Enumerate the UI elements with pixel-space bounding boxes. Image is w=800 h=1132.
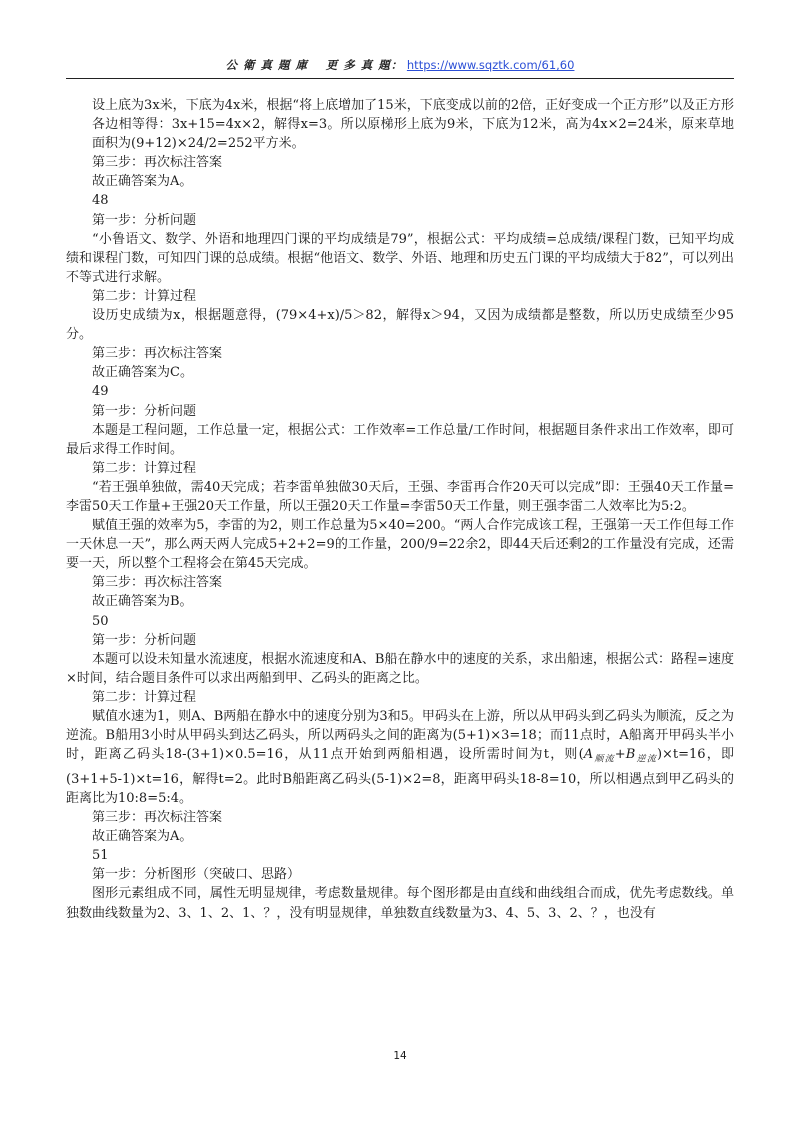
answer-line: 故正确答案为A。 <box>92 829 193 845</box>
step-heading: 第一步：分析问题 <box>92 632 197 648</box>
step-heading: 第三步：再次标注答案 <box>92 575 223 591</box>
paragraph: 本题是工程问题，工作总量一定，根据公式：工作效率=工作总量/工作时间，根据题目条件求出工作效率，即可最后求得工作时间。 <box>66 422 734 457</box>
answer-line: 故正确答案为C。 <box>92 365 193 381</box>
paragraph: 设历史成绩为x，根据题意得，(79×4+x)/5＞82，解得x＞94，又因为成绩都是整数，所以历史成绩至少95分。 <box>66 308 734 343</box>
document-body <box>66 96 734 923</box>
paragraph: 设上底为3x米，下底为4x米，根据“将上底增加了15米，下底变成以前的2倍，正好变成一个正方形”以及正方形各边相等得：3x+15=4x×2，解得x=3。所以原梯形上底为9米，下底为12米，高为4x×2=24米，原来草地面积为(9+12)×24/2=252平方米。 <box>92 98 734 152</box>
answer-line: 故正确答案为B。 <box>92 594 193 610</box>
formula-tail-text: )×t=16，即(3+1+5-1)×t=16，解得t=2。此时B船距离乙码头(5-1)×2=8，距离甲码头18-8=10，所以相遇点到甲乙码头的距离比为10:8=5:4。 <box>66 747 734 806</box>
page-number: 14 <box>393 1050 407 1062</box>
header-rule <box>66 78 734 79</box>
step-heading: 第二步：计算过程 <box>92 460 197 476</box>
paragraph: “小鲁语文、数学、外语和地理四门课的平均成绩是79”，根据公式：平均成绩=总成绩/课程门数，已知平均成绩和课程门数，可知四门课的总成绩。根据“他语文、数学、外语、地理和历史五门课的平均成绩大于82”，可以列出不等式进行求解。 <box>66 231 734 285</box>
paragraph-with-formula <box>66 707 734 808</box>
question-number: 50 <box>92 613 109 629</box>
header-bank-label: 公 衛 真 題 庫 <box>225 58 309 72</box>
paragraph: 本题可以设未知量水流速度，根据水流速度和A、B船在静水中的速度的关系，求出船速，根据公式：路程=速度×时间，结合题目条件可以求出两船到甲、乙码头的距离之比。 <box>66 651 734 686</box>
answer-line: 故正确答案为A。 <box>92 174 193 190</box>
paragraph: “若王强单独做，需40天完成；若李雷单独做30天后，王强、李雷再合作20天可以完成”即：王强40天工作量=李雷50天工作量+王强20天工作量，所以王强20天工作量=李雷50天工作量，则王强李雷二人效率比为5:2。 <box>66 479 734 514</box>
formula-lead-text: 赋值水速为1，则A、B两船在静水中的速度分别为3和5。甲码头在上游，所以从甲码头到乙码头为顺流，反之为逆流。B船用3小时从甲码头到达乙码头，所以两码头之间的距离为(5+1)×3=18；而11点时，A船离开甲码头半小时，距离乙码头18-(3+1)×0.5=16，从11点开始到两船相遇，设所需时间为t，则( <box>66 709 734 763</box>
step-heading: 第三步：再次标注答案 <box>92 155 223 171</box>
step-heading: 第三步：再次标注答案 <box>92 810 223 826</box>
step-heading: 第三步：再次标注答案 <box>92 346 223 362</box>
header-more-label: 更 多 真 題： <box>325 58 404 72</box>
step-heading: 第二步：计算过程 <box>92 689 197 705</box>
formula-a-downstream: $A_{顺流}+B_{逆流}$ <box>583 747 657 765</box>
paragraph: 图形元素组成不同，属性无明显规律，考虑数量规律。每个图形都是由直线和曲线组合而成，优先考虑数线。单独数曲线数量为2、3、1、2、1、？，没有明显规律，单独数直线数量为3、4、5、3、2、？，也没有 <box>66 886 734 921</box>
question-number: 49 <box>92 384 109 400</box>
step-heading: 第一步：分析图形（突破口、思路） <box>92 867 301 883</box>
step-heading: 第一步：分析问题 <box>92 212 197 228</box>
paragraph: 赋值王强的效率为5，李雷的为2，则工作总量为5×40=200。“两人合作完成该工程，王强第一天工作但每工作一天休息一天”，那么两天两人完成5+2+2=9的工作量，200/9=22余2，即44天后还剩2的工作量没有完成，还需要一天，所以整个工程将会在第45天完成。 <box>66 518 734 572</box>
header-url-link[interactable]: https://www.sqztk.com/61,60 <box>406 58 575 72</box>
step-heading: 第一步：分析问题 <box>92 403 197 419</box>
question-number: 51 <box>92 848 109 864</box>
page-header <box>0 57 800 73</box>
step-heading: 第二步：计算过程 <box>92 288 197 304</box>
question-number: 48 <box>92 193 109 209</box>
